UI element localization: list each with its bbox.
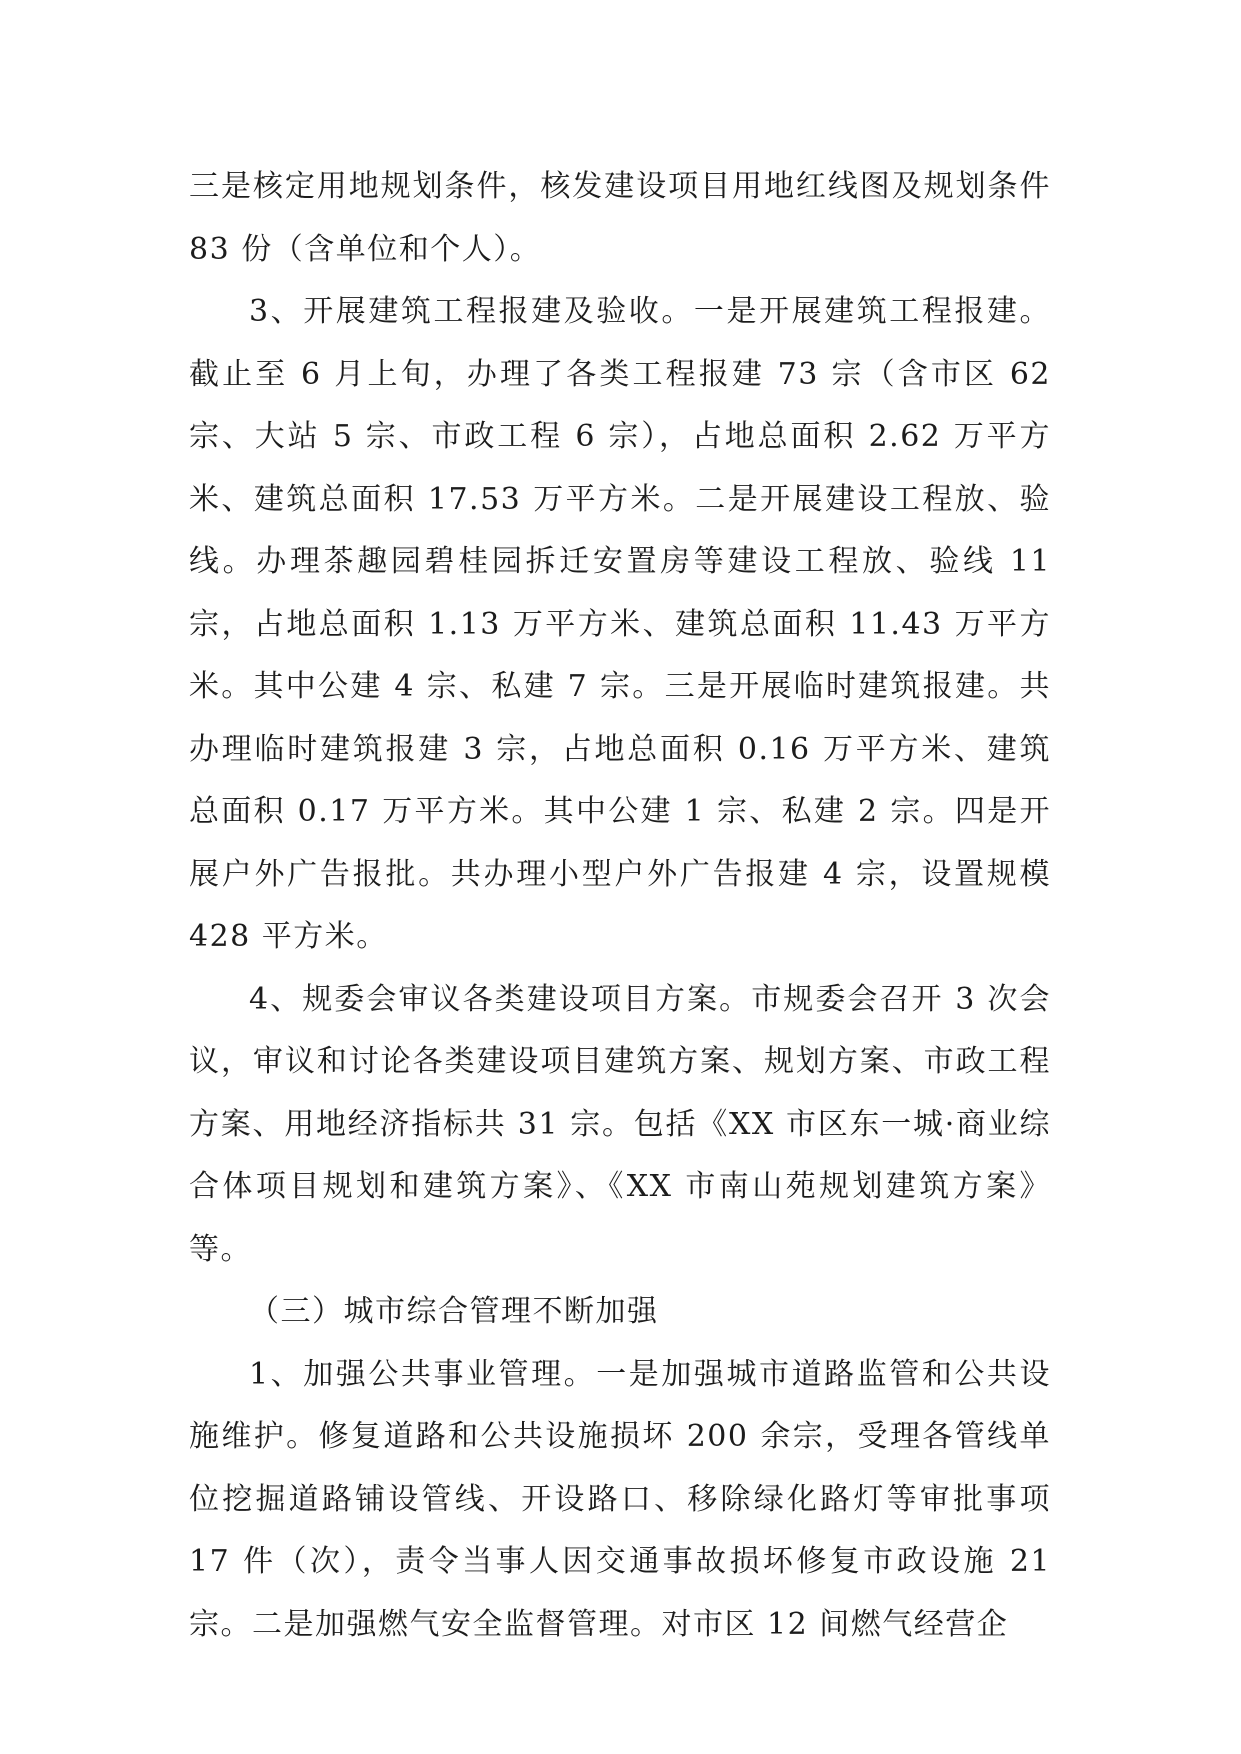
document-body bbox=[189, 156, 1051, 1656]
paragraph-planning-committee: 4、规委会审议各类建设项目方案。市规委会召开 3 次会议，审议和讨论各类建设项目建筑方案、规划方案、市政工程方案、用地经济指标共 31 宗。包括《XX 市区东一城·商业综合体项目规划和建筑方案》、《XX 市南山苑规划建筑方案》等。 bbox=[189, 981, 1051, 1267]
paragraph-building-approval: 3、开展建筑工程报建及验收。一是开展建筑工程报建。截止至 6 月上旬，办理了各类工程报建 73 宗（含市区 62 宗、大站 5 宗、市政工程 6 宗），占地总面积 2.62 万平方米、建筑总面积 17.53 万平方米。二是开展建设工程放、验线。办理茶趣园碧桂园拆迁安置房等建设工程放、验线 11 宗，占地总面积 1.13 万平方米、建筑总面积 11.43 万平方米。其中公建 4 宗、私建 7 宗。三是开展临时建筑报建。共办理临时建筑报建 3 宗，占地总面积 0.16 万平方米、建筑总面积 0.17 万平方米。其中公建 1 宗、私建 2 宗。四是开展户外广告报批。共办理小型户外广告报建 4 宗，设置规模 428 平方米。 bbox=[189, 294, 1051, 954]
section-heading-city-management: （三）城市综合管理不断加强 bbox=[249, 1294, 659, 1329]
paragraph-continuation: 三是核定用地规划条件，核发建设项目用地红线图及规划条件 83 份（含单位和个人）。 bbox=[189, 169, 1051, 267]
paragraph-public-utilities: 1、加强公共事业管理。一是加强城市道路监管和公共设施维护。修复道路和公共设施损坏 200 余宗，受理各管线单位挖掘道路铺设管线、开设路口、移除绿化路灯等审批事项 17 件（次），责令当事人因交通事故损坏修复市政设施 21 宗。二是加强燃气安全监督管理。对市区 12 间燃气经营企 bbox=[189, 1356, 1051, 1642]
